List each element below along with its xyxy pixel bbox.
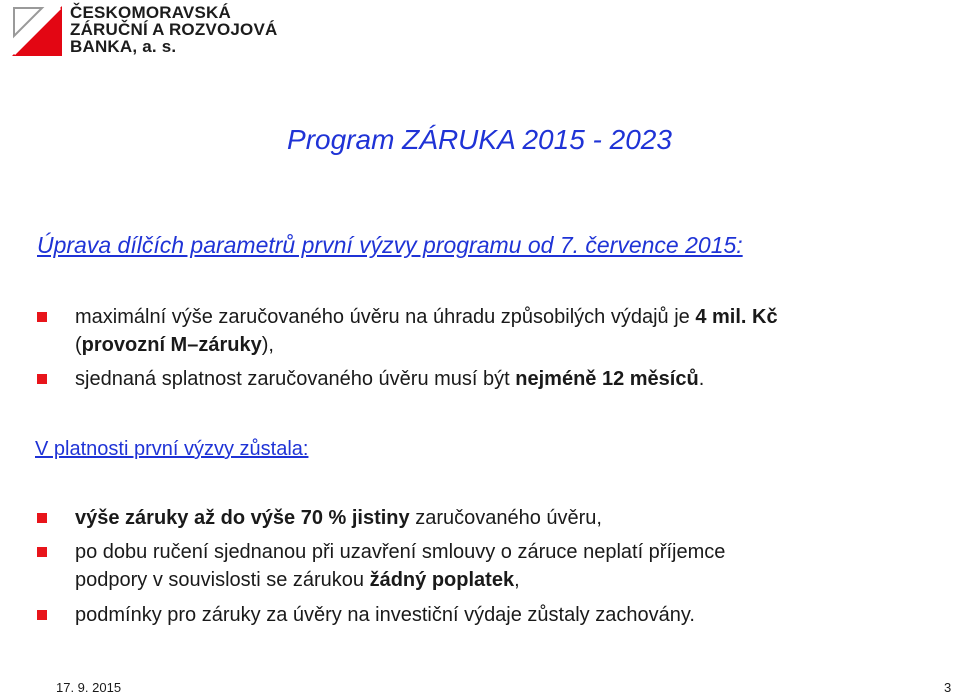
- section2-heading: V platnosti první výzvy zůstala:: [35, 438, 309, 460]
- item-bold-text: výše záruky až do výše 70 % jistiny: [75, 507, 410, 529]
- bullet-icon: [37, 513, 47, 523]
- list-item-no-fee-line2: [75, 569, 520, 592]
- logo-line-2: ZÁRUČNÍ A ROZVOJOVÁ: [70, 20, 278, 39]
- bullet-icon: [37, 610, 47, 620]
- item-text: maximální výše zaručovaného úvěru na úhradu způsobilých výdajů je: [75, 306, 696, 328]
- logo-mark-icon: [8, 2, 64, 58]
- item-bold-text: 4 mil. Kč: [695, 306, 778, 328]
- section1-heading: Úprava dílčích parametrů první výzvy programu od 7. července 2015:: [37, 232, 743, 258]
- bullet-icon: [37, 547, 47, 557]
- item-bold-text: nejméně 12 měsíců: [515, 368, 699, 390]
- page-number: 3: [944, 680, 952, 695]
- list-item-max-amount-line1: [75, 306, 778, 329]
- item-text: po dobu ručení sjednanou při uzavření smlouvy o záruce neplatí příjemce: [75, 541, 726, 563]
- list-item-max-amount-line2: [75, 334, 274, 357]
- item-text: sjednaná splatnost zaručovaného úvěru musí být: [75, 368, 516, 390]
- item-text: zaručovaného úvěru,: [409, 507, 602, 529]
- item-text: ,: [514, 569, 520, 591]
- item-text: podpory v souvislosti se zárukou: [75, 569, 370, 591]
- slide-title: Program ZÁRUKA 2015 - 2023: [287, 124, 672, 155]
- item-text: .: [698, 368, 705, 390]
- item-text: ),: [261, 334, 274, 356]
- list-item-investment-conditions: [75, 604, 695, 627]
- item-bold-text: žádný poplatek: [369, 569, 515, 591]
- item-text: podmínky pro záruky za úvěry na investiční výdaje zůstaly zachovány.: [75, 604, 695, 626]
- list-item-no-fee-line1: [75, 541, 725, 564]
- list-item-maturity: [75, 368, 704, 391]
- item-text: (: [75, 334, 82, 356]
- logo-text: [70, 4, 278, 55]
- bullet-icon: [37, 374, 47, 384]
- list-item-guarantee-rate: [75, 507, 602, 530]
- logo-line-3: BANKA, a. s.: [70, 37, 177, 56]
- logo-line-1: ČESKOMORAVSKÁ: [70, 3, 231, 22]
- company-logo: [8, 2, 298, 58]
- item-bold-text: provozní M–záruky: [81, 334, 262, 356]
- footer-date: 17. 9. 2015: [56, 680, 122, 695]
- bullet-icon: [37, 312, 47, 322]
